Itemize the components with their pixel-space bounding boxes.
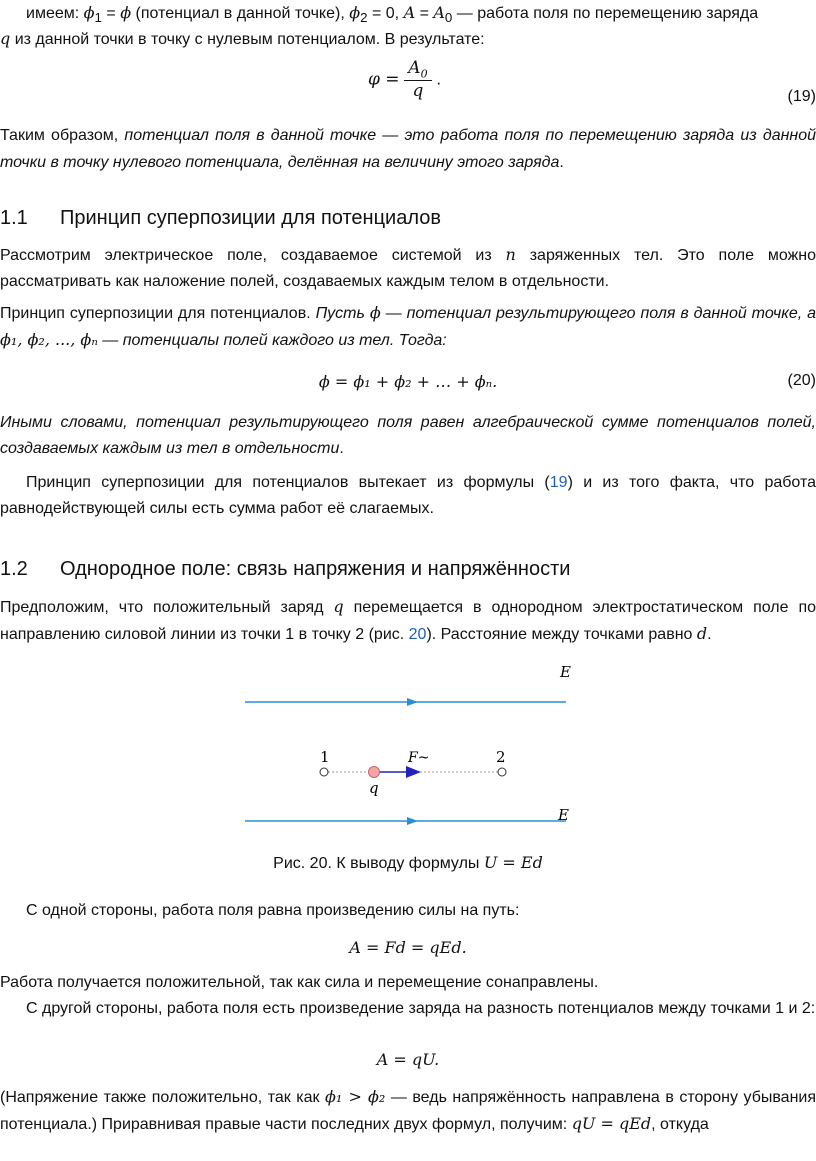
math-sub: 2 [360,10,368,26]
text: (Напряжение также положительно, так как [0,1089,326,1106]
label-charge: q [369,779,379,797]
charge-q [369,767,380,778]
label-E-top: E [560,663,571,681]
text: заряженных тел. Это поле можно рассматривать как наложение полей, создаваемых каждым телом в отдельности. [0,247,816,290]
math-eq: = [101,5,121,22]
label-point-1: 1 [320,748,330,766]
summary-end: . [559,154,564,171]
math-q: q [0,29,11,48]
figure-caption [0,852,816,875]
text: С другой стороны, работа поля есть произведение заряда на разность потенциалов между точками 1 и 2: [26,1000,816,1017]
section-heading-1-1 [0,205,441,231]
section1-paragraph-4 [0,470,816,522]
section-number: 1.2 [0,558,28,580]
eq19-dot: . [436,69,442,89]
intro-line-1 [26,2,758,29]
text-italic: Пусть [315,305,370,322]
text: Принцип суперпозиции для потенциалов вытекает из формулы ( [26,474,550,491]
tail-paragraph-4 [0,1084,816,1138]
point-1 [320,768,328,776]
equation-text: A = Fd = qEd. [349,938,467,957]
equation-work-force [0,938,816,958]
math-sub: 0 [444,10,453,26]
equation-text: A = qU. [376,1050,440,1069]
field-line-top-arrow [407,698,418,706]
intro-line-2 [0,28,485,51]
text: перемещается в однородном электростатическом поле по направлению силовой линии из точки 1 в точку 2 (рис. [0,599,816,643]
tail-paragraph-1: С одной стороны, работа поля равна произведению силы на путь: [26,902,520,919]
section-title: Принцип суперпозиции для потенциалов [60,207,441,229]
eq19-numerator: $A_0$ [404,58,431,81]
intro-tail: — работа поля по перемещению заряда [452,5,759,22]
section1-paragraph-3 [0,410,816,462]
eq19-fraction [404,58,431,101]
math-d: d [696,624,708,643]
math-phi1: ϕ [83,3,95,22]
eq19-lhs: φ = [368,69,400,90]
equation-20 [0,372,816,392]
section-number: 1.1 [0,207,28,229]
text-italic: — потенциал результирующего поля в данной точке, а [380,305,816,322]
math-phi-list: ϕ₁, ϕ₂, ..., ϕₙ [0,330,98,349]
text: ). Расстояние между точками равно [426,626,697,643]
summary-italic: потенциал поля в данной точке — это работа поля по перемещению заряда из данной точки в точку нулевого потенциала, делённая на величину этого заряда [0,127,816,171]
eq19-denominator: q [412,81,424,102]
tail-paragraph-3 [0,996,816,1022]
field-line-bottom-arrow [407,817,418,825]
intro-line2-text: из данной точки в точку с нулевым потенциалом. В результате: [10,31,485,48]
text: , откуда [651,1116,709,1133]
label-force: F~ [408,750,430,766]
text: Принцип суперпозиции для потенциалов. [0,305,316,322]
text: Предположим, что положительный заряд [0,599,334,616]
figure-link-20[interactable]: 20 [408,626,427,643]
math-eq: = [415,5,434,22]
section-title: Однородное поле: связь напряжения и напряжённости [60,558,571,580]
section-heading-1-2 [0,556,570,582]
text: Рассмотрим электрическое поле, создаваемое системой из [0,247,506,264]
label-E-bottom: E [558,806,569,824]
math-q: q [333,597,344,616]
intro-lead: имеем: [26,5,84,22]
text: . [707,626,712,643]
math-A0: A [433,3,445,22]
equation-link-19[interactable]: 19 [549,474,568,491]
text: — ведь напряжённость направлена в сторону убывания потенциала.) Приравнивая правые части последних двух формул, получим: [0,1089,816,1133]
caption-formula: U = Ed [483,853,543,872]
summary-paragraph [0,122,816,176]
section2-paragraph-1 [0,594,816,648]
summary-lead: Таким образом, [0,127,125,144]
math-A: A [403,3,416,22]
math-sub: 1 [94,10,102,26]
section1-paragraph-1 [0,242,816,295]
equation-work-voltage [0,1050,816,1070]
equation-number-20: (20) [787,372,816,389]
equation-19 [368,58,441,101]
math-inequality: ϕ₁ > ϕ₂ [325,1087,386,1106]
label-point-2: 2 [496,748,506,766]
section1-paragraph-2 [0,300,816,354]
eq20-text: ϕ = ϕ₁ + ϕ₂ + … + ϕₙ. [318,372,498,391]
math-equality: qU = qEd [571,1114,652,1133]
text: . [339,440,344,457]
math-eq: = 0, [367,5,404,22]
text-italic: — потенциалы полей каждого из тел. Тогда: [97,332,447,349]
intro-paren: (потенциал в данной точке), [131,5,350,22]
equation-number-19: (19) [787,88,816,105]
text-italic: Иными словами, потенциал результирующего поля равен алгебраической сумме потенциалов полей, создаваемых каждым из тел в отдельности [0,414,816,457]
tail-paragraph-2: Работа получается положительной, так как сила и перемещение сонаправлены. [0,974,599,991]
math-phi: ϕ [369,303,381,322]
math-phi: ϕ [120,3,132,22]
caption-text: Рис. 20. К выводу формулы [273,855,484,872]
figure-uniform-field [0,650,816,840]
text: ) и из того факта, что работа равнодействующей силы есть сумма работ её слагаемых. [0,474,816,517]
point-2 [498,768,506,776]
math-n: n [505,245,516,264]
math-phi2: ϕ [349,3,361,22]
